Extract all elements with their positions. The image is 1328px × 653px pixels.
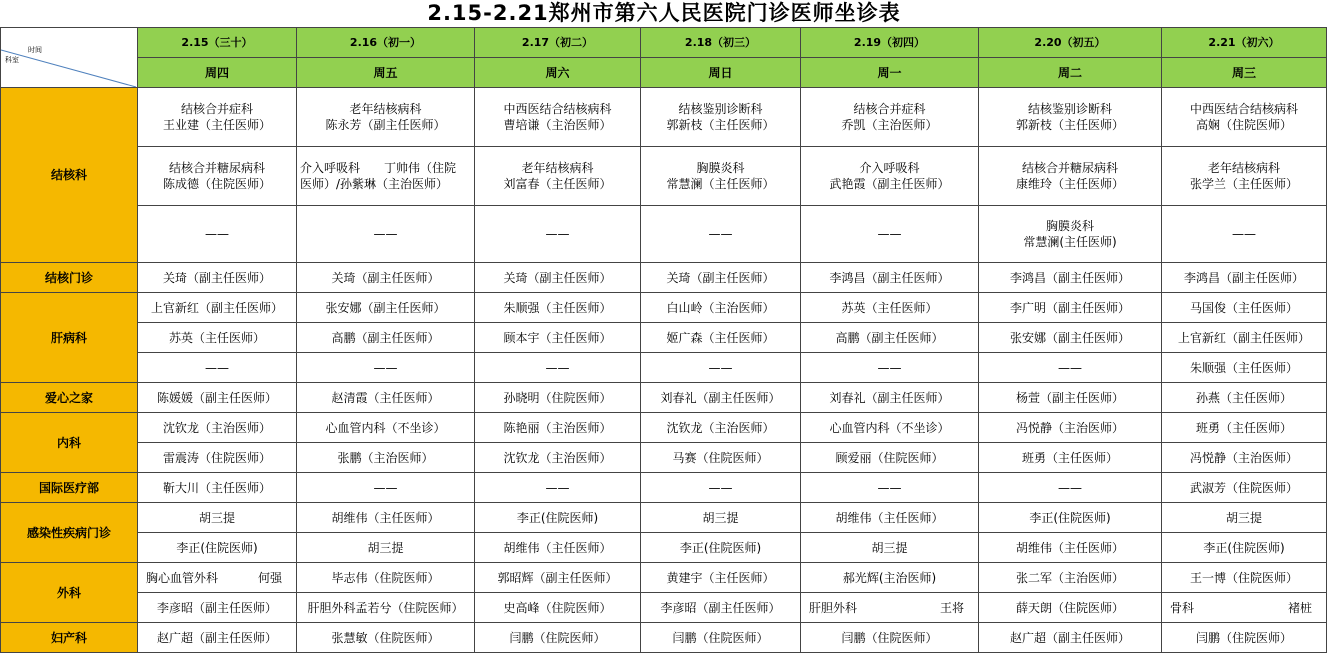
row-tb_clinic xyxy=(1,263,1327,293)
doctor-name: 常慧澜（主任医师） xyxy=(666,177,775,191)
date-header: 2.15（三十） xyxy=(138,28,297,58)
schedule-cell xyxy=(1162,88,1327,147)
schedule-cell: 上官新红（副主任医师） xyxy=(138,293,297,323)
date-header: 2.21（初六） xyxy=(1162,28,1327,58)
doctor-name: 曹培谦（主治医师） xyxy=(503,118,612,132)
schedule-cell: 郝光辉(主治医师) xyxy=(801,563,979,593)
date-header: 2.19（初四） xyxy=(801,28,979,58)
clinic-name: 介入呼吸科 xyxy=(859,161,920,175)
schedule-cell xyxy=(641,88,801,147)
clinic-name: 结核合并糖尿病科 xyxy=(168,161,265,175)
weekday-header: 周日 xyxy=(641,58,801,88)
clinic-name: 结核鉴别诊断科 xyxy=(1027,102,1112,116)
schedule-cell: 胡三提 xyxy=(1162,503,1327,533)
schedule-cell: 心血管内科（不坐诊） xyxy=(801,413,979,443)
schedule-cell: 李彦昭（副主任医师） xyxy=(641,593,801,623)
schedule-cell: —— xyxy=(641,206,801,263)
schedule-cell: 班勇（主任医师） xyxy=(979,443,1162,473)
schedule-cell: 顾爱丽（住院医师） xyxy=(801,443,979,473)
schedule-table xyxy=(0,27,1327,653)
schedule-cell: 孙燕（主任医师） xyxy=(1162,383,1327,413)
row-intl xyxy=(1,473,1327,503)
schedule-cell: 杨萱（副主任医师） xyxy=(979,383,1162,413)
schedule-cell: 武淑芳（住院医师） xyxy=(1162,473,1327,503)
schedule-cell: 班勇（主任医师） xyxy=(1162,413,1327,443)
dept-tb_clinic: 结核门诊 xyxy=(1,263,138,293)
doctor-name: 康维玲（主任医师） xyxy=(1015,177,1124,191)
schedule-cell: 朱顺强（主任医师） xyxy=(475,293,641,323)
schedule-cell: —— xyxy=(297,473,475,503)
dept-internal: 内科 xyxy=(1,413,138,473)
date-header: 2.17（初二） xyxy=(475,28,641,58)
schedule-cell: 张安娜（副主任医师） xyxy=(979,323,1162,353)
schedule-cell: 李鸿昌（副主任医师） xyxy=(1162,263,1327,293)
weekday-header-row xyxy=(1,58,1327,88)
schedule-cell: —— xyxy=(801,473,979,503)
row-obgyn xyxy=(1,623,1327,653)
schedule-cell: 陈艳丽（主治医师） xyxy=(475,413,641,443)
row-tb2 xyxy=(1,147,1327,206)
schedule-cell: 李正(住院医师) xyxy=(979,503,1162,533)
schedule-cell: 张鹏（主治医师） xyxy=(297,443,475,473)
schedule-cell: 冯悦静（主治医师） xyxy=(979,413,1162,443)
doctor-name: 张学兰（主任医师） xyxy=(1189,177,1298,191)
row-surgery2 xyxy=(1,593,1327,623)
schedule-cell: 高鹏（副主任医师） xyxy=(801,323,979,353)
schedule-cell xyxy=(138,88,297,147)
schedule-cell: —— xyxy=(138,353,297,383)
schedule-cell: 顾本宇（主任医师） xyxy=(475,323,641,353)
dept-surgery: 外科 xyxy=(1,563,138,623)
schedule-cell: 王一博（住院医师） xyxy=(1162,563,1327,593)
doctor-name: 褚桩 xyxy=(1287,600,1312,615)
split-entry xyxy=(138,570,296,586)
date-header: 2.18（初三） xyxy=(641,28,801,58)
schedule-cell: 李正(住院医师) xyxy=(1162,533,1327,563)
weekday-header: 周四 xyxy=(138,58,297,88)
schedule-cell: 胡三提 xyxy=(801,533,979,563)
date-header: 2.16（初一） xyxy=(297,28,475,58)
schedule-cell: —— xyxy=(475,473,641,503)
clinic-name: 肝胆外科 xyxy=(809,600,858,615)
schedule-cell: —— xyxy=(1162,206,1327,263)
clinic-name: 介入呼吸科 丁帅伟（住院 xyxy=(300,161,457,175)
schedule-cell: —— xyxy=(138,206,297,263)
schedule-cell: 陈媛媛（副主任医师） xyxy=(138,383,297,413)
schedule-cell: —— xyxy=(297,353,475,383)
corner-diagonal xyxy=(1,28,138,88)
doctor-name: 高娴（住院医师） xyxy=(1195,118,1292,132)
weekday-header: 周五 xyxy=(297,58,475,88)
schedule-cell: 胡三提 xyxy=(641,503,801,533)
doctor-name: 武艳霞（副主任医师） xyxy=(829,177,950,191)
schedule-cell: 孙晓明（住院医师） xyxy=(475,383,641,413)
schedule-cell: 李正(住院医师) xyxy=(475,503,641,533)
clinic-name: 老年结核病科 xyxy=(349,102,422,116)
schedule-cell: 闫鹏（住院医师） xyxy=(475,623,641,653)
schedule-cell: 刘春礼（副主任医师） xyxy=(801,383,979,413)
schedule-cell: —— xyxy=(979,473,1162,503)
clinic-name: 结核鉴别诊断科 xyxy=(678,102,763,116)
schedule-cell: 张二军（主治医师） xyxy=(979,563,1162,593)
weekday-header: 周二 xyxy=(979,58,1162,88)
schedule-cell: 毕志伟（住院医师） xyxy=(297,563,475,593)
clinic-name: 结核合并症科 xyxy=(853,102,926,116)
dept-liver: 肝病科 xyxy=(1,293,138,383)
schedule-cell: 张安娜（副主任医师） xyxy=(297,293,475,323)
schedule-cell: 史高峰（住院医师） xyxy=(475,593,641,623)
schedule-cell: 闫鹏（住院医师） xyxy=(801,623,979,653)
schedule-cell: 胡维伟（主任医师） xyxy=(475,533,641,563)
dept-intl: 国际医疗部 xyxy=(1,473,138,503)
schedule-cell: 关琦（副主任医师） xyxy=(297,263,475,293)
row-tb1 xyxy=(1,88,1327,147)
schedule-cell: 赵广超（副主任医师） xyxy=(979,623,1162,653)
schedule-cell xyxy=(979,147,1162,206)
schedule-cell: 高鹏（副主任医师） xyxy=(297,323,475,353)
schedule-cell: 闫鹏（住院医师） xyxy=(1162,623,1327,653)
schedule-cell: —— xyxy=(641,353,801,383)
doctor-name: 刘富春（主任医师） xyxy=(503,177,612,191)
schedule-cell: 张慧敏（住院医师） xyxy=(297,623,475,653)
clinic-name: 胸心血管外科 xyxy=(146,570,219,585)
schedule-cell xyxy=(475,147,641,206)
clinic-name: 胸膜炎科 xyxy=(1045,219,1094,233)
date-header: 2.20（初五） xyxy=(979,28,1162,58)
date-header-row xyxy=(1,28,1327,58)
doctor-name: 王将 xyxy=(939,600,964,615)
doctor-name: 医师）/孙紫琳（主治医师） xyxy=(300,177,449,191)
clinic-name: 结核合并糖尿病科 xyxy=(1021,161,1118,175)
row-internal1 xyxy=(1,413,1327,443)
corner-cell xyxy=(1,28,138,88)
schedule-cell: 李正(住院医师) xyxy=(641,533,801,563)
schedule-cell xyxy=(641,147,801,206)
split-entry xyxy=(1162,600,1326,616)
clinic-name: 结核合并症科 xyxy=(180,102,253,116)
schedule-cell xyxy=(1162,593,1327,623)
schedule-cell: 黄建宇（主任医师） xyxy=(641,563,801,593)
doctor-name: 乔凯（主治医师） xyxy=(841,118,938,132)
schedule-cell: —— xyxy=(475,206,641,263)
corner-time-label: 时间 xyxy=(28,46,42,54)
schedule-cell xyxy=(801,88,979,147)
schedule-cell: 靳大川（主任医师） xyxy=(138,473,297,503)
clinic-name: 骨科 xyxy=(1170,600,1195,615)
schedule-cell: 闫鹏（住院医师） xyxy=(641,623,801,653)
dept-tb: 结核科 xyxy=(1,88,138,263)
schedule-cell: 李广明（副主任医师） xyxy=(979,293,1162,323)
schedule-cell: —— xyxy=(475,353,641,383)
schedule-cell xyxy=(801,593,979,623)
dept-obgyn: 妇产科 xyxy=(1,623,138,653)
row-infect1 xyxy=(1,503,1327,533)
schedule-cell: 郭昭辉（副主任医师） xyxy=(475,563,641,593)
schedule-cell: 赵清霞（主任医师） xyxy=(297,383,475,413)
clinic-name: 中西医结合结核病科 xyxy=(503,102,612,116)
clinic-name: 老年结核病科 xyxy=(1207,161,1280,175)
weekday-header: 周六 xyxy=(475,58,641,88)
schedule-cell: 李正(住院医师) xyxy=(138,533,297,563)
schedule-cell: 李彦昭（副主任医师） xyxy=(138,593,297,623)
schedule-cell xyxy=(138,563,297,593)
schedule-cell: 沈钦龙（主治医师） xyxy=(641,413,801,443)
row-liver2 xyxy=(1,323,1327,353)
schedule-cell xyxy=(475,88,641,147)
schedule-cell: 上官新红（副主任医师） xyxy=(1162,323,1327,353)
doctor-name: 王业建（主任医师） xyxy=(162,118,271,132)
schedule-cell: 心血管内科（不坐诊） xyxy=(297,413,475,443)
row-liver3 xyxy=(1,353,1327,383)
schedule-cell xyxy=(979,88,1162,147)
doctor-name: 何强 xyxy=(257,570,282,585)
schedule-cell: 沈钦龙（主治医师） xyxy=(138,413,297,443)
row-internal2 xyxy=(1,443,1327,473)
schedule-cell: 胡维伟（主任医师） xyxy=(801,503,979,533)
weekday-header: 周三 xyxy=(1162,58,1327,88)
schedule-cell: 马赛（住院医师） xyxy=(641,443,801,473)
schedule-cell: 胡三提 xyxy=(297,533,475,563)
schedule-cell: 肝胆外科孟若兮（住院医师） xyxy=(297,593,475,623)
schedule-cell: —— xyxy=(297,206,475,263)
row-tb3 xyxy=(1,206,1327,263)
row-care xyxy=(1,383,1327,413)
dept-care: 爱心之家 xyxy=(1,383,138,413)
schedule-cell: 胡维伟（主任医师） xyxy=(979,533,1162,563)
schedule-cell xyxy=(297,147,475,206)
doctor-name: 常慧澜(主任医师) xyxy=(1023,235,1117,249)
schedule-cell: 苏英（主任医师） xyxy=(801,293,979,323)
schedule-cell: —— xyxy=(801,206,979,263)
schedule-cell xyxy=(801,147,979,206)
weekday-header: 周一 xyxy=(801,58,979,88)
row-liver1 xyxy=(1,293,1327,323)
schedule-cell xyxy=(1162,147,1327,206)
split-entry xyxy=(801,600,978,616)
schedule-cell: 白山岭（主治医师） xyxy=(641,293,801,323)
clinic-name: 老年结核病科 xyxy=(521,161,594,175)
schedule-cell: 胡三提 xyxy=(138,503,297,533)
schedule-cell: 冯悦静（主治医师） xyxy=(1162,443,1327,473)
schedule-cell xyxy=(138,147,297,206)
schedule-cell: —— xyxy=(801,353,979,383)
schedule-cell xyxy=(297,88,475,147)
schedule-cell xyxy=(979,206,1162,263)
clinic-name: 中西医结合结核病科 xyxy=(1189,102,1298,116)
schedule-cell: 沈钦龙（主治医师） xyxy=(475,443,641,473)
schedule-cell: 姬广森（主任医师） xyxy=(641,323,801,353)
schedule-cell: 赵广超（副主任医师） xyxy=(138,623,297,653)
row-infect2 xyxy=(1,533,1327,563)
schedule-cell: 关琦（副主任医师） xyxy=(641,263,801,293)
schedule-cell: 朱顺强（主任医师） xyxy=(1162,353,1327,383)
schedule-cell: 薛天朗（住院医师） xyxy=(979,593,1162,623)
schedule-cell: —— xyxy=(979,353,1162,383)
doctor-name: 陈成德（住院医师） xyxy=(162,177,271,191)
corner-dept-label: 科室 xyxy=(5,56,19,64)
schedule-cell: 胡维伟（主任医师） xyxy=(297,503,475,533)
schedule-cell: 马国俊（主任医师） xyxy=(1162,293,1327,323)
doctor-name: 陈永芳（副主任医师） xyxy=(325,118,446,132)
doctor-name: 郭新枝（主任医师） xyxy=(1015,118,1124,132)
dept-infect: 感染性疾病门诊 xyxy=(1,503,138,563)
schedule-cell: 雷震涛（住院医师） xyxy=(138,443,297,473)
schedule-cell: 苏英（主任医师） xyxy=(138,323,297,353)
schedule-cell: 李鸿昌（副主任医师） xyxy=(801,263,979,293)
schedule-cell: 刘春礼（副主任医师） xyxy=(641,383,801,413)
schedule-cell: 关琦（副主任医师） xyxy=(138,263,297,293)
row-surgery1 xyxy=(1,563,1327,593)
schedule-cell: 李鸿昌（副主任医师） xyxy=(979,263,1162,293)
schedule-cell: 关琦（副主任医师） xyxy=(475,263,641,293)
page-title: 2.15-2.21郑州市第六人民医院门诊医师坐诊表 xyxy=(427,1,901,25)
schedule-cell: —— xyxy=(641,473,801,503)
clinic-name: 胸膜炎科 xyxy=(696,161,745,175)
doctor-name: 郭新枝（主任医师） xyxy=(666,118,775,132)
